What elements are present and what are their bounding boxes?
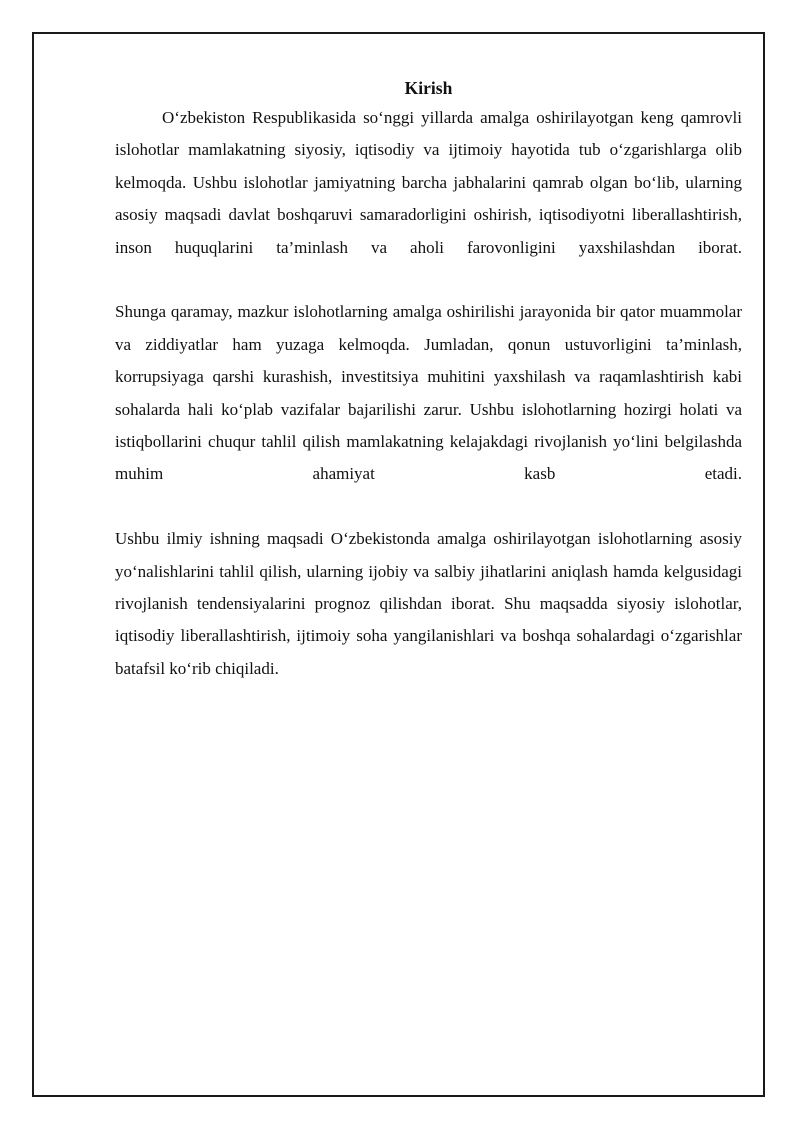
paragraph-intro: O‘zbekiston Respublikasida so‘nggi yillarda amalga oshirilayotgan keng qamrovli islohotlar mamlakatning siyosiy, iqtisodiy va ijtimoiy hayotida tub o‘zgarishlarga olib kelmoqda. Ushbu islohotlar jamiyatning barcha jabhalarini qamrab olgan bo‘lib, ularning asosiy maqsadi davlat boshqaruvi samaradorligini oshirish, iqtisodiyotni liberallashtirish, inson huquqlarini ta’minlash va aholi farovonligini yaxshilashdan iborat.	[115, 108, 742, 257]
paragraph-spacer	[115, 264, 742, 296]
paragraph-challenges: Shunga qaramay, mazkur islohotlarning amalga oshirilishi jarayonida bir qator muammolar va ziddiyatlar ham yuzaga kelmoqda. Jumladan, qonun ustuvorligini ta’minlash, korrupsiyaga qarshi kurashish, investitsiya muhitini yaxshilash va raqamlashtirish kabi sohalarda hali ko‘plab vazifalar bajarilishi zarur. Ushbu islohotlarning hozirgi holati va istiqbollarini chuqur tahlil qilish mamlakatning kelajakdagi rivojlanish yo‘lini belgilashda muhim ahamiyat kasb etadi.	[115, 302, 742, 484]
paragraph-spacer	[115, 491, 742, 523]
document-title: Kirish	[404, 78, 453, 98]
paragraph-goal: Ushbu ilmiy ishning maqsadi O‘zbekistonda amalga oshirilayotgan islohotlarning asosiy yo‘nalishlarini tahlil qilish, ularning ijobiy va salbiy jihatlarini aniqlash hamda kelgusidagi rivojlanish tendensiyalarini prognoz qilishdan iborat. Shu maqsadda siyosiy islohotlar, iqtisodiy liberallashtirish, ijtimoiy soha yangilanishlari va boshqa sohalardagi o‘zgarishlar batafsil ko‘rib chiqiladi.	[115, 529, 742, 678]
document-body	[115, 76, 742, 685]
